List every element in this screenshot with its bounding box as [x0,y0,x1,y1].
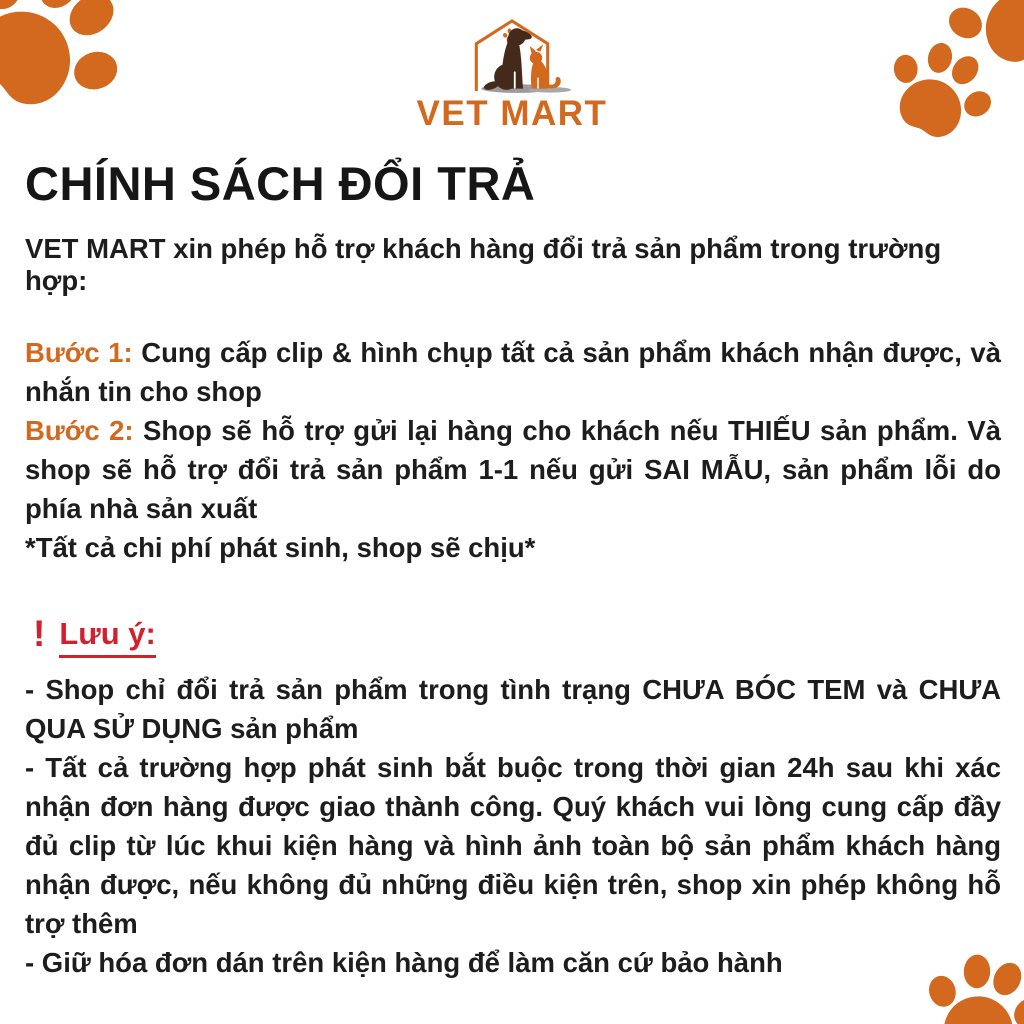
step-2-label: Bước 2: [25,415,134,446]
step-1-text: Cung cấp clip & hình chụp tất cả sản phẩm khách nhận được, và nhắn tin cho shop [25,337,1001,407]
step-2-text: Shop sẽ hỗ trợ gửi lại hàng cho khách nếu THIẾU sản phẩm. Và shop sẽ hỗ trợ đổi trả sản phẩm 1-1 nếu gửi SAI MẪU, sản phẩm lỗi do phía nhà sản xuất [25,415,1001,524]
notice-item: - Giữ hóa đơn dán trên kiện hàng để làm căn cứ bảo hành [25,947,783,978]
steps-section [25,333,1001,567]
notice-section [25,613,1001,982]
notice-heading [25,613,1001,658]
policy-content [25,156,1001,982]
intro-text: VET MART xin phép hỗ trợ khách hàng đổi trả sản phẩm trong trường hợp: [25,233,942,296]
logo-mark [450,16,574,96]
step-1 [25,333,1001,411]
cat-icon [530,44,561,88]
page-title: CHÍNH SÁCH ĐỔI TRẢ [25,157,536,210]
step-1-label: Bước 1: [25,337,133,368]
notice-heading-text: Lưu ý: [59,616,156,658]
brand-logo [0,16,1024,131]
step-2 [25,411,1001,528]
fee-note: *Tất cả chi phí phát sinh, shop sẽ chịu* [25,532,536,563]
brand-name: VET MART [416,94,608,133]
notice-item: - Tất cả trường hợp phát sinh bắt buộc trong thời gian 24h sau khi xác nhận đơn hàng được giao thành công. Quý khách vui lòng cung cấp đầy đủ clip từ lúc khui kiện hàng và hình ảnh toàn bộ sản phẩm khách hàng nhận được, nếu không đủ những điều kiện trên, shop xin phép không hỗ trợ thêm [25,752,1001,939]
exclamation-icon: ! [33,613,46,654]
notice-item: - Shop chỉ đổi trả sản phẩm trong tình trạng CHƯA BÓC TEM và CHƯA QUA SỬ DỤNG sản phẩm [25,674,1001,744]
